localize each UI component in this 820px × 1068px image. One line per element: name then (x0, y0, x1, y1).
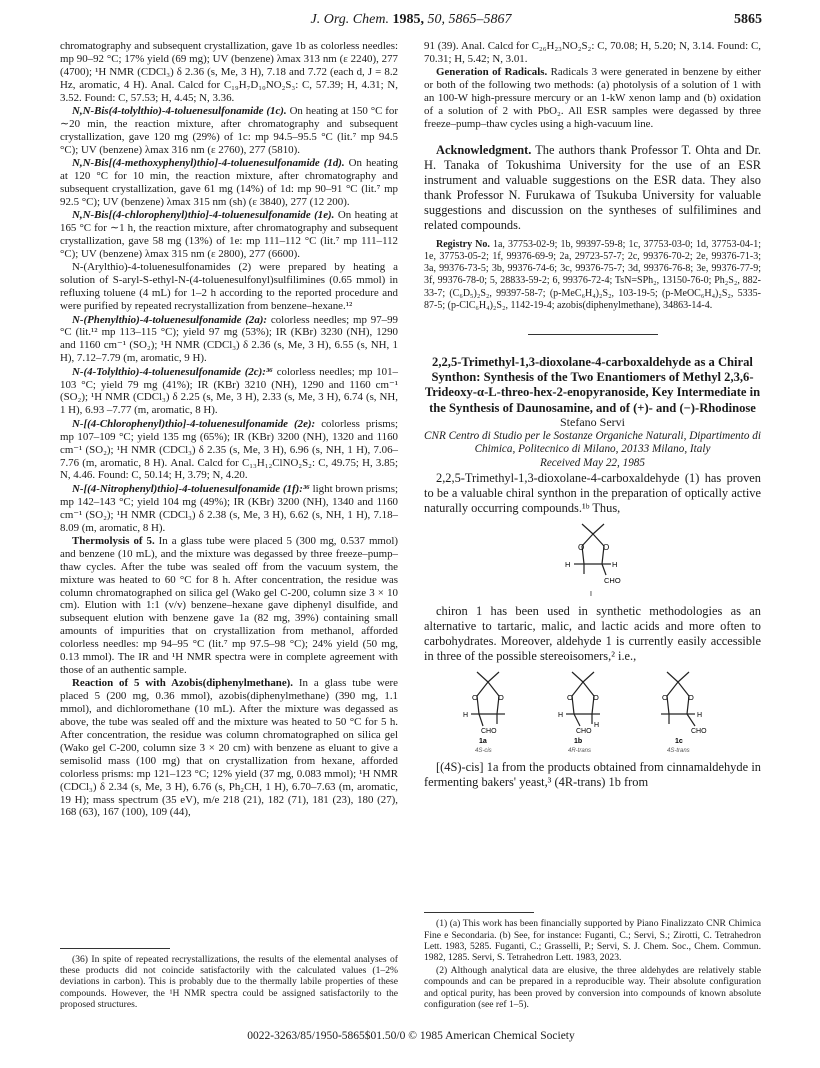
paragraph-text: colorless prisms; mp 107–109 °C; yield 135 mg (65%); IR (KBr) 3200 (NH), 1320 and 1160 cm⁻¹ (SO₂); ¹H NMR (CDCl₃) δ 2.35 (s, Me, 3 H), 6.96 (s, NH, 1 H), 7.06–7.76 (m, aromatic, 8 H). Anal. Calcd for C₁₃H₁₂ClNO₂S₂: C, 49.75; H, 3.85; N, 4.46. Found: C, 50.14; H, 3.79; N, 4.20. (60, 417, 398, 482)
registry-text: 1a, 37753-02-9; 1b, 99397-59-8; 1c, 37753-03-0; 1d, 37753-04-1; 1e, 37753-05-2; 1f, 99376-69-9; 2a, 29723-57-7; 2c, 99376-70-2; 2e, 99376-71-3; 3a, 99376-73-5; 3b, 99376-74-6; 3c, 99376-75-7; 3d, 99376-76-8; 3e, 99376-77-9; 3f, 99376-78-0; 5, 28833-59-2; 6, 99376-72-4; TsN=SPh₂, 13150-76-0; Ph₂S₂, 882-33-7; (C₆D₅)₂S₂, 99397-58-7; (p-MeC₆H₄)₂S₂, 103-19-5; (p-MeOC₆H₄)₂S₂, 5335-87-5; (p-ClC₆H₄)₂S₂, 1142-19-4; azobis(diphenylmethane), 34863-14-4. (424, 238, 761, 311)
compound-heading: N,N-Bis[(4-chlorophenyl)thio]-4-toluenesulfonamide (1e). (72, 209, 335, 222)
page-footer: 0022-3263/85/1950-5865$01.50/0 © 1985 American Chemical Society (247, 1030, 575, 1042)
svg-text:O: O (471, 692, 478, 702)
compound-heading: N,N-Bis(4-tolylthio)-4-toluenesulfonamide (1c). (72, 105, 287, 118)
svg-text:O: O (687, 692, 694, 702)
article-affiliation: CNR Centro di Studio per le Sostanze Organiche Naturali, Dipartimento di Chimica, Politecnico di Milano, 20133 Milano, Italy (424, 429, 761, 456)
acknowledgment-text: The authors thank Professor T. Ohta and Dr. H. Tanaka of Tokushima University for the use of an ESR instrument and valuable suggestions on the ESR data. They also thank Professor N. Furukawa of Tsukuba University for valuable suggestions and discussion on the syntheses of sulfilimines and related compounds. (424, 142, 761, 232)
paragraph (60, 483, 398, 535)
running-header (60, 12, 762, 32)
compound-label: 1b (573, 737, 582, 745)
paragraph (60, 314, 398, 366)
cho-label: CHO (480, 727, 497, 735)
compound-heading: N-(4-Tolylthio)-4-toluenesulfonamide (2c):³⁶ (72, 365, 273, 378)
paragraph-text: colorless needles; mp 101–103 °C; yield 79 mg (41%); IR (KBr) 3210 (NH), 1290 and 1160 cm⁻¹ (SO₂); ¹H NMR (CDCl₃) δ 2.25 (s, Me, 3 H), 2.33 (s, Me, 3 H), 6.74 (s, NH, 1 H), 6.93 –7.77 (m, aromatic, 8 H). (60, 365, 398, 417)
section-heading: Thermolysis of 5. (72, 534, 155, 547)
cho-label: CHO (690, 727, 707, 735)
svg-text:O: O (602, 542, 609, 552)
config-label: 4S-cis (474, 747, 492, 754)
svg-text:O: O (497, 692, 504, 702)
header-journal: J. Org. Chem. (310, 12, 389, 27)
footnote-2: (2) Although analytical data are elusive, the three aldehydes are relatively stable compounds and can be prepared in a reproducible way. Their absolute configuration and optical purity, has been proved by conversion into compounds of known absolute configuration (see ref 1–5). (424, 965, 761, 1010)
acknowledgment (424, 143, 761, 233)
compound-label: 1c (674, 737, 683, 745)
h-label: H (611, 559, 617, 569)
cho-label: CHO (575, 727, 592, 735)
acknowledgment-heading: Acknowledgment. (436, 142, 532, 157)
paragraph: N-(Arylthio)-4-toluenesulfonamides (2) were prepared by heating a solution of S-aryl-S-ethyl-N-(4-toluenesulfonyl)sulfilimines (0.65 mmol) in refluxing toluene (4 mL) for 1–2 h according to the reported procedure and were purified by repeated recrystallization from benzene–hexane.¹² (60, 261, 398, 313)
paragraph-text: Radicals 3 were generated in benzene by either or both of the following two methods: (a) photolysis of a solution of 1 with an 100-W high-pressure mercury or an 1-kW xenon lamp and (b) oxidation of a solution of 2 with PbO₂. All ESR samples were degassed by three freeze–pump–thaw cycles using a high-vacuum line. (424, 66, 761, 130)
footnotes-right (424, 912, 761, 1012)
h-label: H (557, 711, 563, 719)
footnote-rule (60, 948, 170, 949)
stereoisomer-structures (443, 668, 743, 754)
paragraph-text: On heating at 150 °C for ∼20 min, the reaction mixture, after chromatography and subsequent crystallization, gave 120 mg (29%) of 1c: mp 94.5–95.5 °C (lit.⁷ mp 94.5 °C); UV (benzene) λmax 316 nm (ε 2760), 277 (5810). (60, 105, 398, 156)
footnote-36: (36) In spite of repeated recrystallizations, the results of the elemental analyses of these products did not coincide satisfactorily with the calculated values (1–2% deviations in carbon). This is probably due to the thermally labile properties of these compounds. However, the ¹H NMR spectra could be assigned satisfactorily to the proposed structures. (60, 953, 398, 1010)
svg-text:O: O (577, 542, 584, 552)
paragraph (60, 366, 398, 418)
paragraph (60, 105, 398, 157)
header-volume: 50, (427, 12, 445, 27)
paragraph (60, 535, 398, 677)
section-heading: Reaction of 5 with Azobis(diphenylmethane). (72, 677, 294, 690)
footnote-rule (424, 912, 534, 913)
paragraph-text: In a glass tube were placed 5 (300 mg, 0.537 mmol) and benzene (10 mL), and the mixture was degassed by three freeze–pump–thaw cycles. After the tube was sealed off from the vacuum system, the mixture was heated to 60 °C for 8 h. After concentration, the residue was column chromatographed on silica gel (Wako gel C-200, column size 3 × 10 cm). Elution with 1:1 (v/v) benzene–hexane gave diphenyl disulfide, and subsequent elution with benzene gave 1a (82 mg, 39%) containing small amounts of impurities that on crystallization from methanol, afforded colorless needles: mp 94–95 °C (lit.⁷ mp 97.5–98 °C); 24% yield (50 mg, 0.13 mmol). The IR and ¹H NMR spectra were in complete agreement with those of an authentic sample. (60, 534, 398, 676)
footnote-1: (1) (a) This work has been financially supported by Piano Finalizzato CNR Chimica Fine e Secondaria. (b) See, for instance: Fuganti, C.; Servi, S.; Zirotti, C. Tetrahedron Lett. 1983, 5285. Fuganti, C.; Grasselli, P.; Servi, S. J. Chem. Soc., Chem. Commun. 1982, 1285. Servi, S. Tetrahedron Lett. 1983, 2023. (424, 918, 761, 963)
section-heading: Generation of Radicals. (436, 66, 548, 79)
isomer-1b (558, 672, 600, 754)
h-label: H (564, 559, 570, 569)
paragraph: chiron 1 has been used in synthetic methodologies as an alternative to tartaric, malic, and lactic acids and more often to carbohydrates. Moreover, aldehyde 1 is currently easily accessible in three of the possible stereoisomers,² i.e., (424, 603, 761, 663)
paragraph: [(4S)-cis] 1a from the products obtained from cinnamaldehyde in fermenting bakers' yeast,³ (4R-trans) 1b from (424, 759, 761, 789)
paragraph: chromatography and subsequent crystallization, gave 1b as colorless needles: mp 90–92 °C; 17% yield (69 mg); UV (benzene) λmax 313 nm (ε 2240), 277 (4700); ¹H NMR (CDCl₃) δ 2.36 (s, Me, 3 H), 7.18 and 7.72 (each d, J = 8.2 Hz, aromatic, 4 H). Anal. Calcd for C₁₉H₇D₁₀NO₂S₃: C, 57.39; H, 4.31; N, 3.52. Found: C, 57.53; H, 4.45; N, 3.36. (60, 40, 398, 104)
svg-text:O: O (566, 692, 573, 702)
h-label: H (462, 711, 468, 719)
svg-text:O: O (592, 692, 599, 702)
h-label: H (593, 721, 599, 729)
paragraph (424, 66, 761, 131)
compound-label: I (589, 590, 592, 598)
compound-heading: N-[(4-Chlorophenyl)thio]-4-toluenesulfonamide (2e): (72, 417, 316, 430)
article-title: 2,2,5-Trimethyl-1,3-dioxolane-4-carboxaldehyde as a Chiral Synthon: Synthesis of the Two Enantiomers of Methyl 2,3,6-Trideoxy-α-L-threo-hex-2-enopyranoside, Key Intermediate in the Synthesis of Daunosamine, and of (+)- and (−)-Rhodinose (424, 355, 761, 415)
compound-label: 1a (478, 737, 487, 745)
article-divider (528, 334, 658, 335)
article-author: Stefano Servi (560, 415, 625, 430)
compound-heading: N,N-Bis[(4-methoxyphenyl)thio]-4-toluenesulfonamide (1d). (72, 157, 345, 170)
paragraph-text: On heating at 120 °C for 10 min, the reaction mixture, after chromatography and subsequent crystallization, gave 61 mg (14%) of 1d: mp 90–91 °C (lit.⁷ mp 92.5 °C); UV (benzene) λmax 315 nm (sh) (ε 3840), 277 (12 200). (60, 157, 398, 208)
structure-figure-1 (424, 520, 761, 598)
isomer-1a (463, 672, 505, 754)
paragraph-text: On heating at 165 °C for ∼1 h, the reaction mixture, after chromatography and subsequent crystallization, gave 58 mg (13%) of 1e: mp 111–112 °C (lit.⁷ mp 111–112 °C); UV (benzene) λmax 315 nm (ε 2800), 277 (6600). (60, 209, 398, 260)
compound-heading: N-[(4-Nitrophenyl)thio]-4-toluenesulfonamide (1f):³⁶ (72, 482, 310, 495)
h-label: H (696, 711, 702, 719)
header-citation (60, 12, 762, 28)
structure-figure-2 (424, 668, 761, 754)
dioxolane-structure (548, 520, 638, 598)
paragraph: 91 (39). Anal. Calcd for C₂₆H₂₃NO₂S₂: C, 70.08; H, 5.20; N, 3.14. Found: C, 70.31; H, 5.42; N, 3.01. (424, 40, 761, 65)
header-page-number: 5865 (734, 12, 762, 27)
received-date: Received May 22, 1985 (540, 457, 645, 470)
paragraph (60, 418, 398, 483)
isomer-1c (661, 672, 707, 754)
footnotes-left (60, 948, 398, 1012)
compound-heading: N-(Phenylthio)-4-toluenesulfonamide (2a): (72, 313, 268, 326)
paragraph (60, 209, 398, 261)
config-label: 4S-trans (666, 747, 690, 754)
right-column (424, 40, 761, 1012)
cho-label: CHO (603, 575, 621, 585)
registry-numbers (424, 239, 761, 312)
paragraph (60, 157, 398, 209)
registry-heading: Registry No. (436, 238, 490, 250)
header-pages: 5865–5867 (448, 12, 512, 27)
svg-text:O: O (661, 692, 668, 702)
config-label: 4R-trans (567, 747, 591, 754)
paragraph (60, 677, 398, 819)
paragraph-text: colorless needles; mp 97–99 °C (lit.¹² mp 113–115 °C); yield 97 mg (53%); IR (KBr) 3230 (NH), 1290 and 1160 cm⁻¹ (SO₂); ¹H NMR (CDCl₃) δ 2.36 (s, Me, 3 H), 6.55 (s, NH, 1 H), 7.12–7.79 (m, aromatic, 9 H). (60, 313, 398, 365)
paragraph-text: In a glass tube were placed 5 (200 mg, 0.36 mmol), azobis(diphenylmethane) (390 mg, 1.1 mmol), and dichloromethane (10 mL). After the mixture was degassed as above, the tube was sealed off and the mixture was heated to 50 °C for 5 h. After concentration, the residue was column chromatographed on silica gel (Wako gel C-200, column size 3 × 20 cm) with benzene as eluant to give a semisolid mass (100 mg) that on crystallization from hexane, afforded colorless prisms: mp 121–123 °C; 12% yield (37 mg, 0.083 mmol); ¹H NMR (CDCl₃) δ 2.34 (s, Me, 3 H), 6.76 (s, Ph₂CH, 1 H), 6.70–7.63 (m, aromatic, 19 H); mass spectrum (35 eV), m/e 218 (21), 182 (71), 181 (23), 180 (27), 168 (63), 167 (100), 109 (44), (60, 677, 399, 819)
left-column (60, 40, 398, 1012)
paragraph: 2,2,5-Trimethyl-1,3-dioxolane-4-carboxaldehyde (1) has proven to be a valuable chiral synthon in the preparation of optically active naturally occurring compounds.¹ᵇ Thus, (424, 470, 761, 515)
header-year: 1985, (392, 12, 424, 27)
paragraph-text: light brown prisms; mp 142–143 °C; yield 104 mg (49%); IR (KBr) 3200 (NH), 1340 and 1160 cm⁻¹ (SO₂); ¹H NMR (CDCl₃) δ 2.38 (s, Me, 3 H), 6.62 (s, NH, 1 H), 7.18–8.09 (m, aromatic, 8 H). (60, 482, 398, 534)
